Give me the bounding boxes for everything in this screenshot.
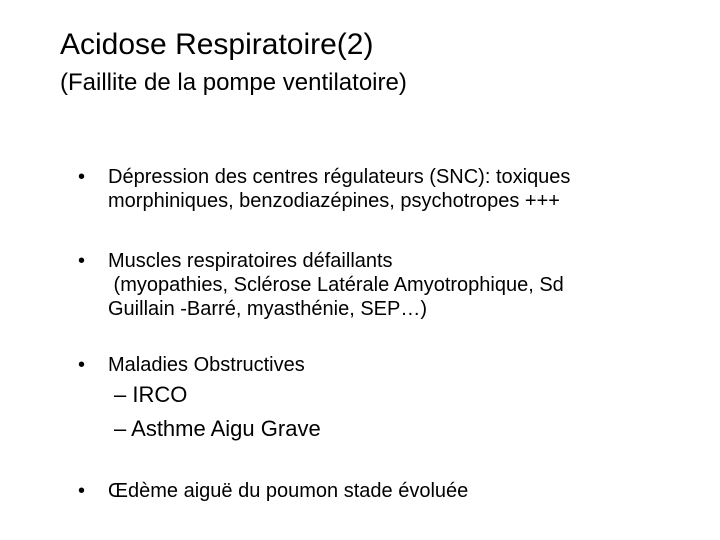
bullet-line: Guillain -Barré, myasthénie, SEP…) [108, 298, 428, 320]
dash-marker: – [114, 382, 133, 407]
bullet-line: Muscles respiratoires défaillants [108, 250, 393, 272]
sub-item-irco [114, 381, 187, 409]
sub-item-label: Asthme Aigu Grave [131, 416, 321, 441]
bullet-marker: • [78, 354, 86, 376]
dash-marker: – [114, 416, 132, 441]
bullet-line: Œdème aiguë du poumon stade évoluée [108, 480, 469, 502]
bullet-item-respiratory-muscles [78, 249, 678, 321]
bullet-line: morphiniques, benzodiazépines, psychotropes +++ [108, 190, 560, 212]
slide-subtitle: (Faillite de la pompe ventilatoire) [60, 69, 407, 96]
sub-item-label: IRCO [132, 382, 188, 407]
bullet-line: Dépression des centres régulateurs (SNC): toxiques [108, 166, 571, 188]
bullet-item-pulmonary-edema [78, 479, 678, 503]
slide-title: Acidose Respiratoire(2) [60, 28, 374, 61]
bullet-line: (myopathies, Sclérose Latérale Amyotrophique, Sd [108, 274, 564, 296]
bullet-item-snc-depression [78, 165, 678, 213]
bullet-item-obstructive-diseases [78, 353, 678, 377]
sub-item-asthma [114, 415, 321, 443]
bullet-marker: • [78, 166, 86, 188]
bullet-marker: • [78, 480, 86, 502]
bullet-marker: • [78, 250, 86, 272]
bullet-line: Maladies Obstructives [108, 354, 305, 376]
